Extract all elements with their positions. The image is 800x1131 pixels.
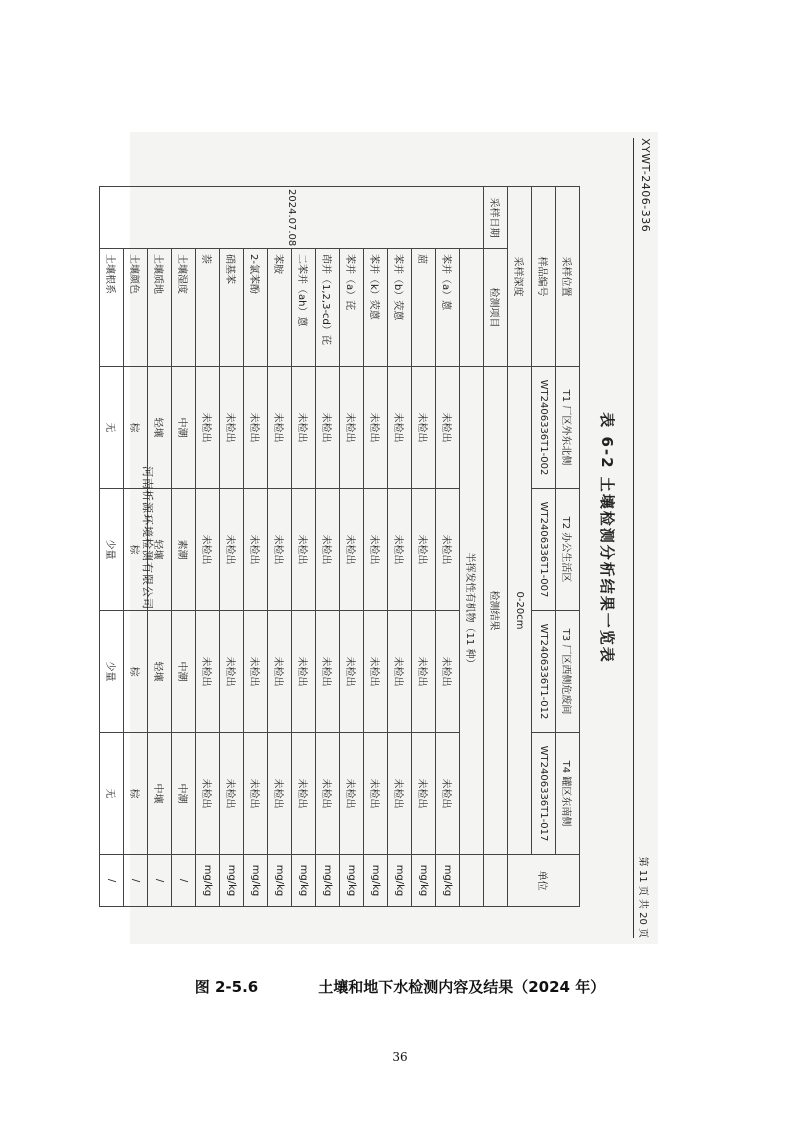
result-cell: 未检出 [364, 489, 388, 611]
result-cell: 未检出 [244, 367, 268, 489]
item-cell: 2-氯苯酚 [244, 249, 268, 367]
result-cell: 未检出 [436, 611, 460, 733]
result-cell: 未检出 [316, 367, 340, 489]
table-row [556, 187, 580, 907]
result-cell: 未检出 [268, 367, 292, 489]
result-cell: 棕 [124, 611, 148, 733]
item-cell: 二苯并（ah）蒽 [292, 249, 316, 367]
result-cell: 轻壤 [148, 367, 172, 489]
item-cell: 土壤质地 [148, 249, 172, 367]
unit-cell: mg/kg [412, 855, 436, 907]
item-cell: 苯并（b）荧蒽 [388, 249, 412, 367]
unit-cell: mg/kg [196, 855, 220, 907]
item-cell: 土壤根系 [100, 249, 124, 367]
result-cell: 未检出 [364, 367, 388, 489]
result-cell: 未检出 [196, 611, 220, 733]
result-cell: 未检出 [340, 611, 364, 733]
result-cell: 未检出 [244, 611, 268, 733]
unit-spacer [484, 855, 508, 907]
sample-no-cell: WT2406336T1-012 [532, 611, 556, 733]
result-cell: 未检出 [316, 489, 340, 611]
table-row [244, 187, 268, 907]
result-cell: 轻壤 [148, 611, 172, 733]
item-cell: 硝基苯 [220, 249, 244, 367]
result-cell: 未检出 [364, 611, 388, 733]
result-cell: 未检出 [220, 489, 244, 611]
result-cell: 未检出 [244, 733, 268, 855]
page-info: 第 11 页 共 20 页 [637, 856, 648, 938]
item-cell: 䓛 [412, 249, 436, 367]
compound-group: 半挥发性有机物（11 种） [460, 367, 484, 855]
item-cell: 苯并（k）荧蒽 [364, 249, 388, 367]
table-row [220, 187, 244, 907]
table-row [532, 187, 556, 907]
result-cell: 未检出 [196, 489, 220, 611]
figure-caption [0, 976, 800, 997]
unit-spacer [460, 855, 484, 907]
result-cell: 未检出 [436, 489, 460, 611]
table-row [100, 187, 124, 907]
sample-no-cell: WT2406336T1-007 [532, 489, 556, 611]
result-cell: 未检出 [220, 611, 244, 733]
table-title: 表 6-2 土壤检测分析结果一览表 [598, 412, 616, 664]
result-cell: 未检出 [220, 733, 244, 855]
item-cell: 土壤颜色 [124, 249, 148, 367]
unit-cell: mg/kg [268, 855, 292, 907]
unit-cell: mg/kg [292, 855, 316, 907]
result-cell: 未检出 [340, 733, 364, 855]
result-cell: 少量 [100, 611, 124, 733]
result-cell: 未检出 [316, 611, 340, 733]
unit-header: 单位 [508, 855, 580, 907]
document-number: XYWT-2406-336 [639, 138, 652, 233]
result-cell: 中潮 [172, 611, 196, 733]
result-cell: 未检出 [292, 733, 316, 855]
result-cell: 素潮 [172, 489, 196, 611]
table-row [268, 187, 292, 907]
unit-cell: mg/kg [220, 855, 244, 907]
table-row [196, 187, 220, 907]
unit-cell: mg/kg [436, 855, 460, 907]
table-row [388, 187, 412, 907]
soil-results-table [99, 186, 580, 907]
sample-no-cell: WT2406336T1-002 [532, 367, 556, 489]
result-cell: 未检出 [412, 489, 436, 611]
table-row [340, 187, 364, 907]
unit-cell: mg/kg [340, 855, 364, 907]
table-row [508, 187, 532, 907]
company-stamp: 河南析源环境检测有限公司 [141, 466, 154, 610]
location-cell: T2 办公生活区 [556, 489, 580, 611]
result-cell: 轻壤 [148, 489, 172, 611]
result-label: 检测结果 [484, 367, 508, 855]
table-row [364, 187, 388, 907]
result-cell: 未检出 [268, 733, 292, 855]
table-row [292, 187, 316, 907]
result-cell: 未检出 [196, 367, 220, 489]
result-cell: 未检出 [412, 367, 436, 489]
group-spacer [460, 249, 484, 367]
result-cell: 中潮 [172, 733, 196, 855]
depth-value: 0-20cm [508, 367, 532, 855]
result-cell: 棕 [124, 733, 148, 855]
unit-cell: / [100, 855, 124, 907]
result-cell: 未检出 [268, 611, 292, 733]
result-cell: 未检出 [292, 367, 316, 489]
table-row [460, 187, 484, 907]
result-cell: 未检出 [412, 733, 436, 855]
item-cell: 苯并（a）芘 [340, 249, 364, 367]
result-cell: 未检出 [292, 489, 316, 611]
depth-label: 采样深度 [508, 187, 532, 367]
table-row [484, 187, 508, 907]
location-label: 采样位置 [556, 187, 580, 367]
result-cell: 未检出 [340, 367, 364, 489]
date-label: 采样日期 [484, 187, 508, 249]
result-cell: 未检出 [340, 489, 364, 611]
header-rule [633, 138, 634, 938]
result-cell: 未检出 [292, 611, 316, 733]
item-cell: 苯胺 [268, 249, 292, 367]
result-cell: 未检出 [388, 611, 412, 733]
result-cell: 未检出 [436, 733, 460, 855]
result-cell: 棕 [124, 367, 148, 489]
page-number: 36 [392, 1050, 408, 1064]
table-body [100, 187, 580, 907]
result-cell: 未检出 [268, 489, 292, 611]
result-cell: 中潮 [172, 367, 196, 489]
result-cell: 棕 [124, 489, 148, 611]
unit-cell: / [124, 855, 148, 907]
table-row [412, 187, 436, 907]
unit-cell: mg/kg [388, 855, 412, 907]
result-cell: 未检出 [412, 611, 436, 733]
result-cell: 未检出 [244, 489, 268, 611]
result-cell: 未检出 [220, 367, 244, 489]
result-cell: 未检出 [364, 733, 388, 855]
location-cell: T3 厂区西侧危废间 [556, 611, 580, 733]
item-cell: 土壤湿度 [172, 249, 196, 367]
figure-number: 图 2-5.6 [194, 978, 259, 996]
table-row [172, 187, 196, 907]
sample-no-label: 样品编号 [532, 187, 556, 367]
item-cell: 茚并（1,2,3-cd）芘 [316, 249, 340, 367]
item-cell: 苯并（a）蒽 [436, 249, 460, 367]
result-cell: 未检出 [388, 367, 412, 489]
result-cell: 未检出 [436, 367, 460, 489]
item-label: 检测项目 [484, 249, 508, 367]
table-row [436, 187, 460, 907]
unit-cell: mg/kg [316, 855, 340, 907]
result-cell: 无 [100, 367, 124, 489]
unit-cell: / [148, 855, 172, 907]
scanned-report-image [104, 132, 658, 944]
unit-cell: / [172, 855, 196, 907]
table-row [316, 187, 340, 907]
location-cell: T1 厂区外东北侧 [556, 367, 580, 489]
result-cell: 未检出 [388, 489, 412, 611]
sample-no-cell: WT2406336T1-017 [532, 733, 556, 855]
sampling-date: 2024.07.08 [100, 187, 484, 249]
unit-cell: mg/kg [244, 855, 268, 907]
location-cell: T4 罐区东南侧 [556, 733, 580, 855]
rotated-report-page [104, 132, 658, 944]
result-cell: 少量 [100, 489, 124, 611]
unit-cell: mg/kg [364, 855, 388, 907]
result-cell: 未检出 [196, 733, 220, 855]
result-cell: 未检出 [388, 733, 412, 855]
figure-title: 土壤和地下水检测内容及结果（2024 年） [318, 978, 606, 996]
item-cell: 萘 [196, 249, 220, 367]
result-cell: 无 [100, 733, 124, 855]
result-cell: 中壤 [148, 733, 172, 855]
result-cell: 未检出 [316, 733, 340, 855]
